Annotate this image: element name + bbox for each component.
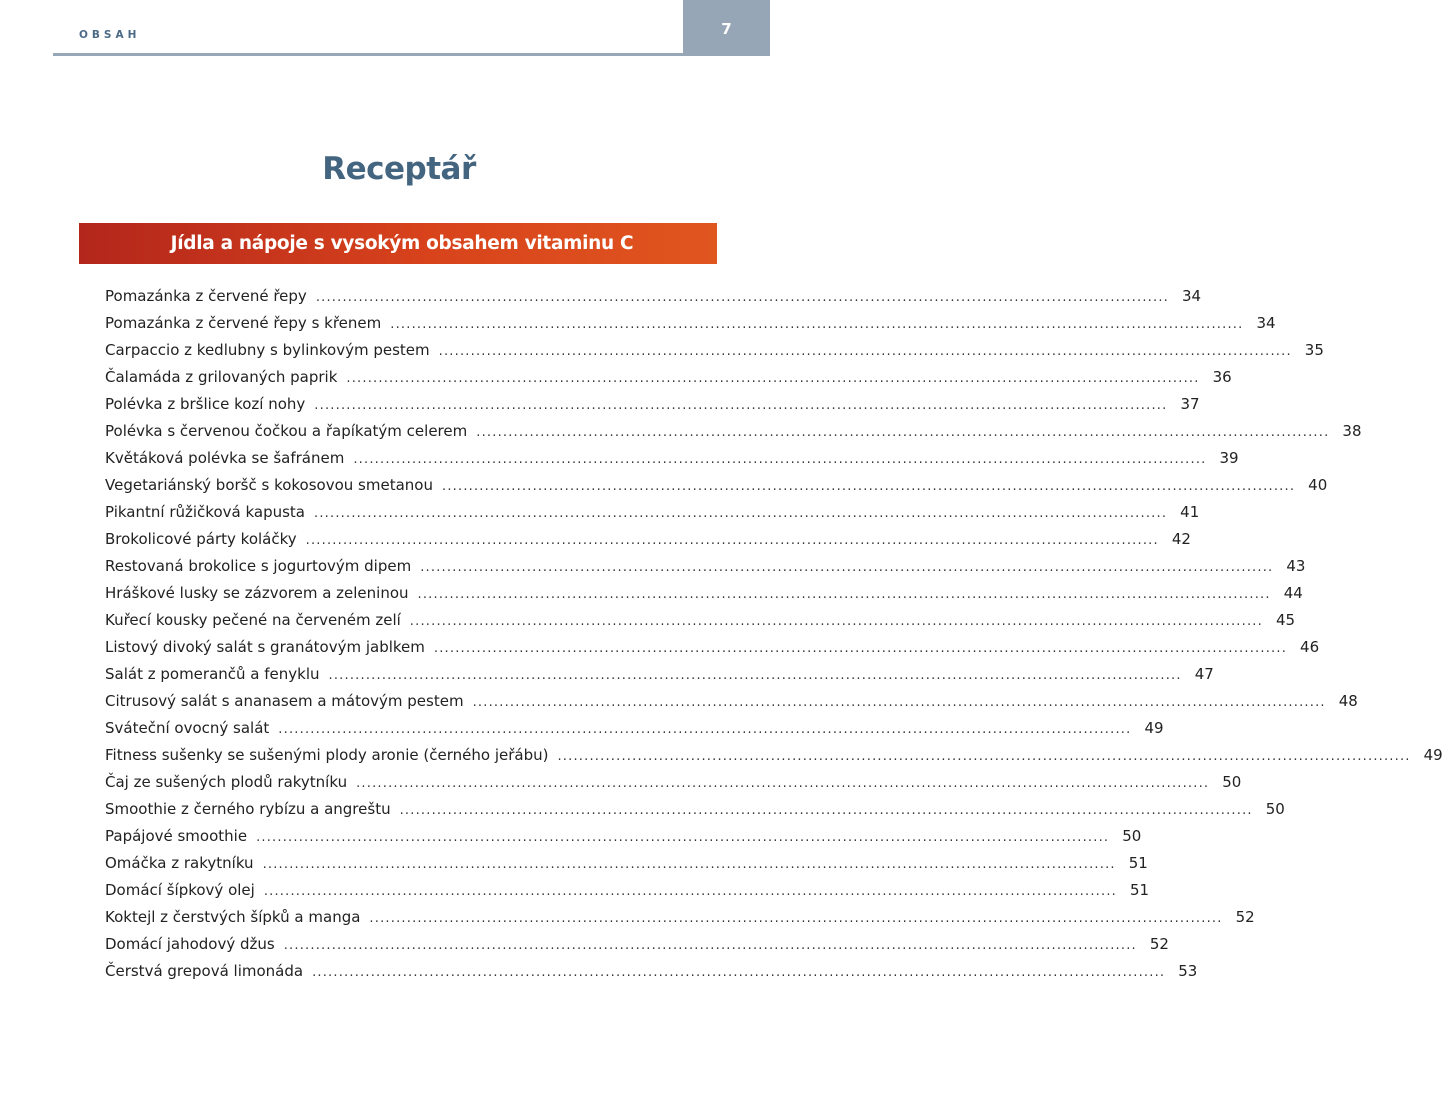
toc-entry[interactable] xyxy=(105,530,1191,557)
toc-entry-title: Kuřecí kousky pečené na červeném zelí xyxy=(105,611,401,629)
toc-entry[interactable] xyxy=(105,800,1285,827)
toc-entry-page: 46 xyxy=(1300,638,1320,656)
toc-entry[interactable] xyxy=(105,422,1362,449)
toc-entry[interactable] xyxy=(105,962,1198,989)
toc-entry-title: Fitness sušenky se sušenými plody aronie (černého jeřábu) xyxy=(105,746,549,764)
toc-entry-title: Restovaná brokolice s jogurtovým dipem xyxy=(105,557,412,575)
toc-entry-page: 34 xyxy=(1256,314,1276,332)
toc-entry-title: Květáková polévka se šafránem xyxy=(105,449,345,467)
dot-leader: ................................................................................................................................................................ xyxy=(420,560,1274,575)
toc-entry-page: 35 xyxy=(1304,341,1324,359)
dot-leader: ................................................................................................................................................................ xyxy=(399,803,1253,818)
toc-entry[interactable] xyxy=(105,638,1320,665)
toc-entry[interactable] xyxy=(105,908,1255,935)
toc-entry[interactable] xyxy=(105,341,1324,368)
toc-entry-page: 38 xyxy=(1342,422,1362,440)
dot-leader: ................................................................................................................................................................ xyxy=(314,398,1168,413)
page-number: 7 xyxy=(721,20,732,38)
toc-entry-title: Čerstvá grepová limonáda xyxy=(105,962,304,980)
toc-entry-page: 52 xyxy=(1235,908,1255,926)
toc-entry[interactable] xyxy=(105,692,1358,719)
dot-leader: ................................................................................................................................................................ xyxy=(263,884,1117,899)
dot-leader: ................................................................................................................................................................ xyxy=(441,479,1296,494)
toc-entry-page: 45 xyxy=(1275,611,1296,629)
toc-entry-page: 49 xyxy=(1144,719,1164,737)
toc-entry-page: 40 xyxy=(1308,476,1328,494)
toc-entry[interactable] xyxy=(105,314,1276,341)
toc-entry[interactable] xyxy=(105,368,1232,395)
toc-entry[interactable] xyxy=(105,854,1148,881)
toc-entry-title: Sváteční ovocný salát xyxy=(105,719,270,737)
dot-leader: ................................................................................................................................................................ xyxy=(417,587,1271,602)
dot-leader: ................................................................................................................................................................ xyxy=(438,344,1292,359)
toc-entry-title: Pikantní růžičková kapusta xyxy=(105,503,305,521)
dot-leader: ................................................................................................................................................................ xyxy=(346,371,1200,386)
toc-entry-title: Listový divoký salát s granátovým jablkem xyxy=(105,638,425,656)
toc-entry[interactable] xyxy=(105,773,1242,800)
toc-entry-title: Citrusový salát s ananasem a mátovým pestem xyxy=(105,692,464,710)
section-label: OBSAH xyxy=(79,29,141,41)
dot-leader: ................................................................................................................................................................ xyxy=(312,965,1166,980)
toc-entry[interactable] xyxy=(105,881,1150,908)
toc-entry-title: Hráškové lusky se zázvorem a zeleninou xyxy=(105,584,409,602)
toc-entry-title: Papájové smoothie xyxy=(105,827,248,845)
dot-leader: ................................................................................................................................................................ xyxy=(369,911,1223,926)
toc-entry-title: Koktejl z čerstvých šípků a manga xyxy=(105,908,361,926)
toc-entry-page: 41 xyxy=(1180,503,1200,521)
toc-entry[interactable] xyxy=(105,665,1214,692)
dot-leader: ................................................................................................................................................................ xyxy=(305,533,1159,548)
toc-entry-title: Omáčka z rakytníku xyxy=(105,854,254,872)
section-banner xyxy=(79,223,717,264)
toc-entry[interactable] xyxy=(105,611,1296,638)
dot-leader: ................................................................................................................................................................ xyxy=(557,749,1411,764)
dot-leader: ................................................................................................................................................................ xyxy=(262,857,1116,872)
toc-entry-title: Vegetariánský boršč s kokosovou smetanou xyxy=(105,476,433,494)
toc-entry-title: Carpaccio z kedlubny s bylinkovým pestem xyxy=(105,341,430,359)
dot-leader: ................................................................................................................................................................ xyxy=(390,317,1244,332)
dot-leader: ................................................................................................................................................................ xyxy=(476,425,1330,440)
dot-leader: ................................................................................................................................................................ xyxy=(256,830,1110,845)
toc-entry-page: 52 xyxy=(1149,935,1169,953)
toc-entry-page: 53 xyxy=(1178,962,1198,980)
dot-leader: ................................................................................................................................................................ xyxy=(278,722,1132,737)
dot-leader: ................................................................................................................................................................ xyxy=(356,776,1210,791)
dot-leader: ................................................................................................................................................................ xyxy=(353,452,1207,467)
table-of-contents xyxy=(105,287,1443,989)
toc-entry-title: Salát z pomerančů a fenyklu xyxy=(105,665,320,683)
toc-entry-title: Brokolicové párty koláčky xyxy=(105,530,297,548)
toc-entry-page: 39 xyxy=(1219,449,1239,467)
toc-entry[interactable] xyxy=(105,395,1200,422)
toc-entry-page: 44 xyxy=(1283,584,1303,602)
toc-entry[interactable] xyxy=(105,476,1328,503)
dot-leader: ................................................................................................................................................................ xyxy=(472,695,1326,710)
toc-entry-title: Polévka z bršlice kozí nohy xyxy=(105,395,306,413)
toc-entry-title: Domácí jahodový džus xyxy=(105,935,275,953)
toc-entry-page: 34 xyxy=(1181,287,1202,305)
toc-entry-page: 37 xyxy=(1180,395,1200,413)
toc-entry[interactable] xyxy=(105,584,1303,611)
toc-entry[interactable] xyxy=(105,746,1443,773)
toc-entry-title: Pomazánka z červené řepy xyxy=(105,287,307,305)
toc-entry-title: Čaj ze sušených plodů rakytníku xyxy=(105,773,348,791)
page-number-tab xyxy=(683,0,770,56)
toc-entry-page: 51 xyxy=(1129,881,1150,899)
toc-entry-page: 50 xyxy=(1222,773,1242,791)
section-heading: Jídla a nápoje s vysokým obsahem vitaminu C xyxy=(170,233,634,254)
toc-entry-page: 48 xyxy=(1338,692,1358,710)
header-divider xyxy=(53,53,684,56)
dot-leader: ................................................................................................................................................................ xyxy=(433,641,1288,656)
dot-leader: ................................................................................................................................................................ xyxy=(409,614,1263,629)
toc-entry[interactable] xyxy=(105,719,1164,746)
toc-entry[interactable] xyxy=(105,935,1169,962)
toc-entry-page: 47 xyxy=(1194,665,1214,683)
toc-entry-page: 50 xyxy=(1265,800,1285,818)
toc-entry[interactable] xyxy=(105,287,1202,314)
toc-entry-title: Čalamáda z grilovaných paprik xyxy=(105,368,338,386)
toc-entry-page: 49 xyxy=(1423,746,1443,764)
toc-entry-page: 43 xyxy=(1286,557,1306,575)
toc-entry-title: Smoothie z černého rybízu a angreštu xyxy=(105,800,391,818)
dot-leader: ................................................................................................................................................................ xyxy=(315,290,1169,305)
toc-entry-title: Pomazánka z červené řepy s křenem xyxy=(105,314,382,332)
dot-leader: ................................................................................................................................................................ xyxy=(314,506,1168,521)
dot-leader: ................................................................................................................................................................ xyxy=(328,668,1182,683)
toc-entry-page: 42 xyxy=(1171,530,1191,548)
toc-entry[interactable] xyxy=(105,503,1200,530)
toc-entry[interactable] xyxy=(105,827,1142,854)
toc-entry-page: 51 xyxy=(1128,854,1148,872)
toc-entry-page: 50 xyxy=(1122,827,1142,845)
toc-entry-page: 36 xyxy=(1212,368,1232,386)
page-title: Receptář xyxy=(322,151,476,187)
toc-entry-title: Polévka s červenou čočkou a řapíkatým celerem xyxy=(105,422,468,440)
dot-leader: ................................................................................................................................................................ xyxy=(283,938,1137,953)
toc-entry[interactable] xyxy=(105,449,1239,476)
toc-entry-title: Domácí šípkový olej xyxy=(105,881,255,899)
toc-entry[interactable] xyxy=(105,557,1306,584)
